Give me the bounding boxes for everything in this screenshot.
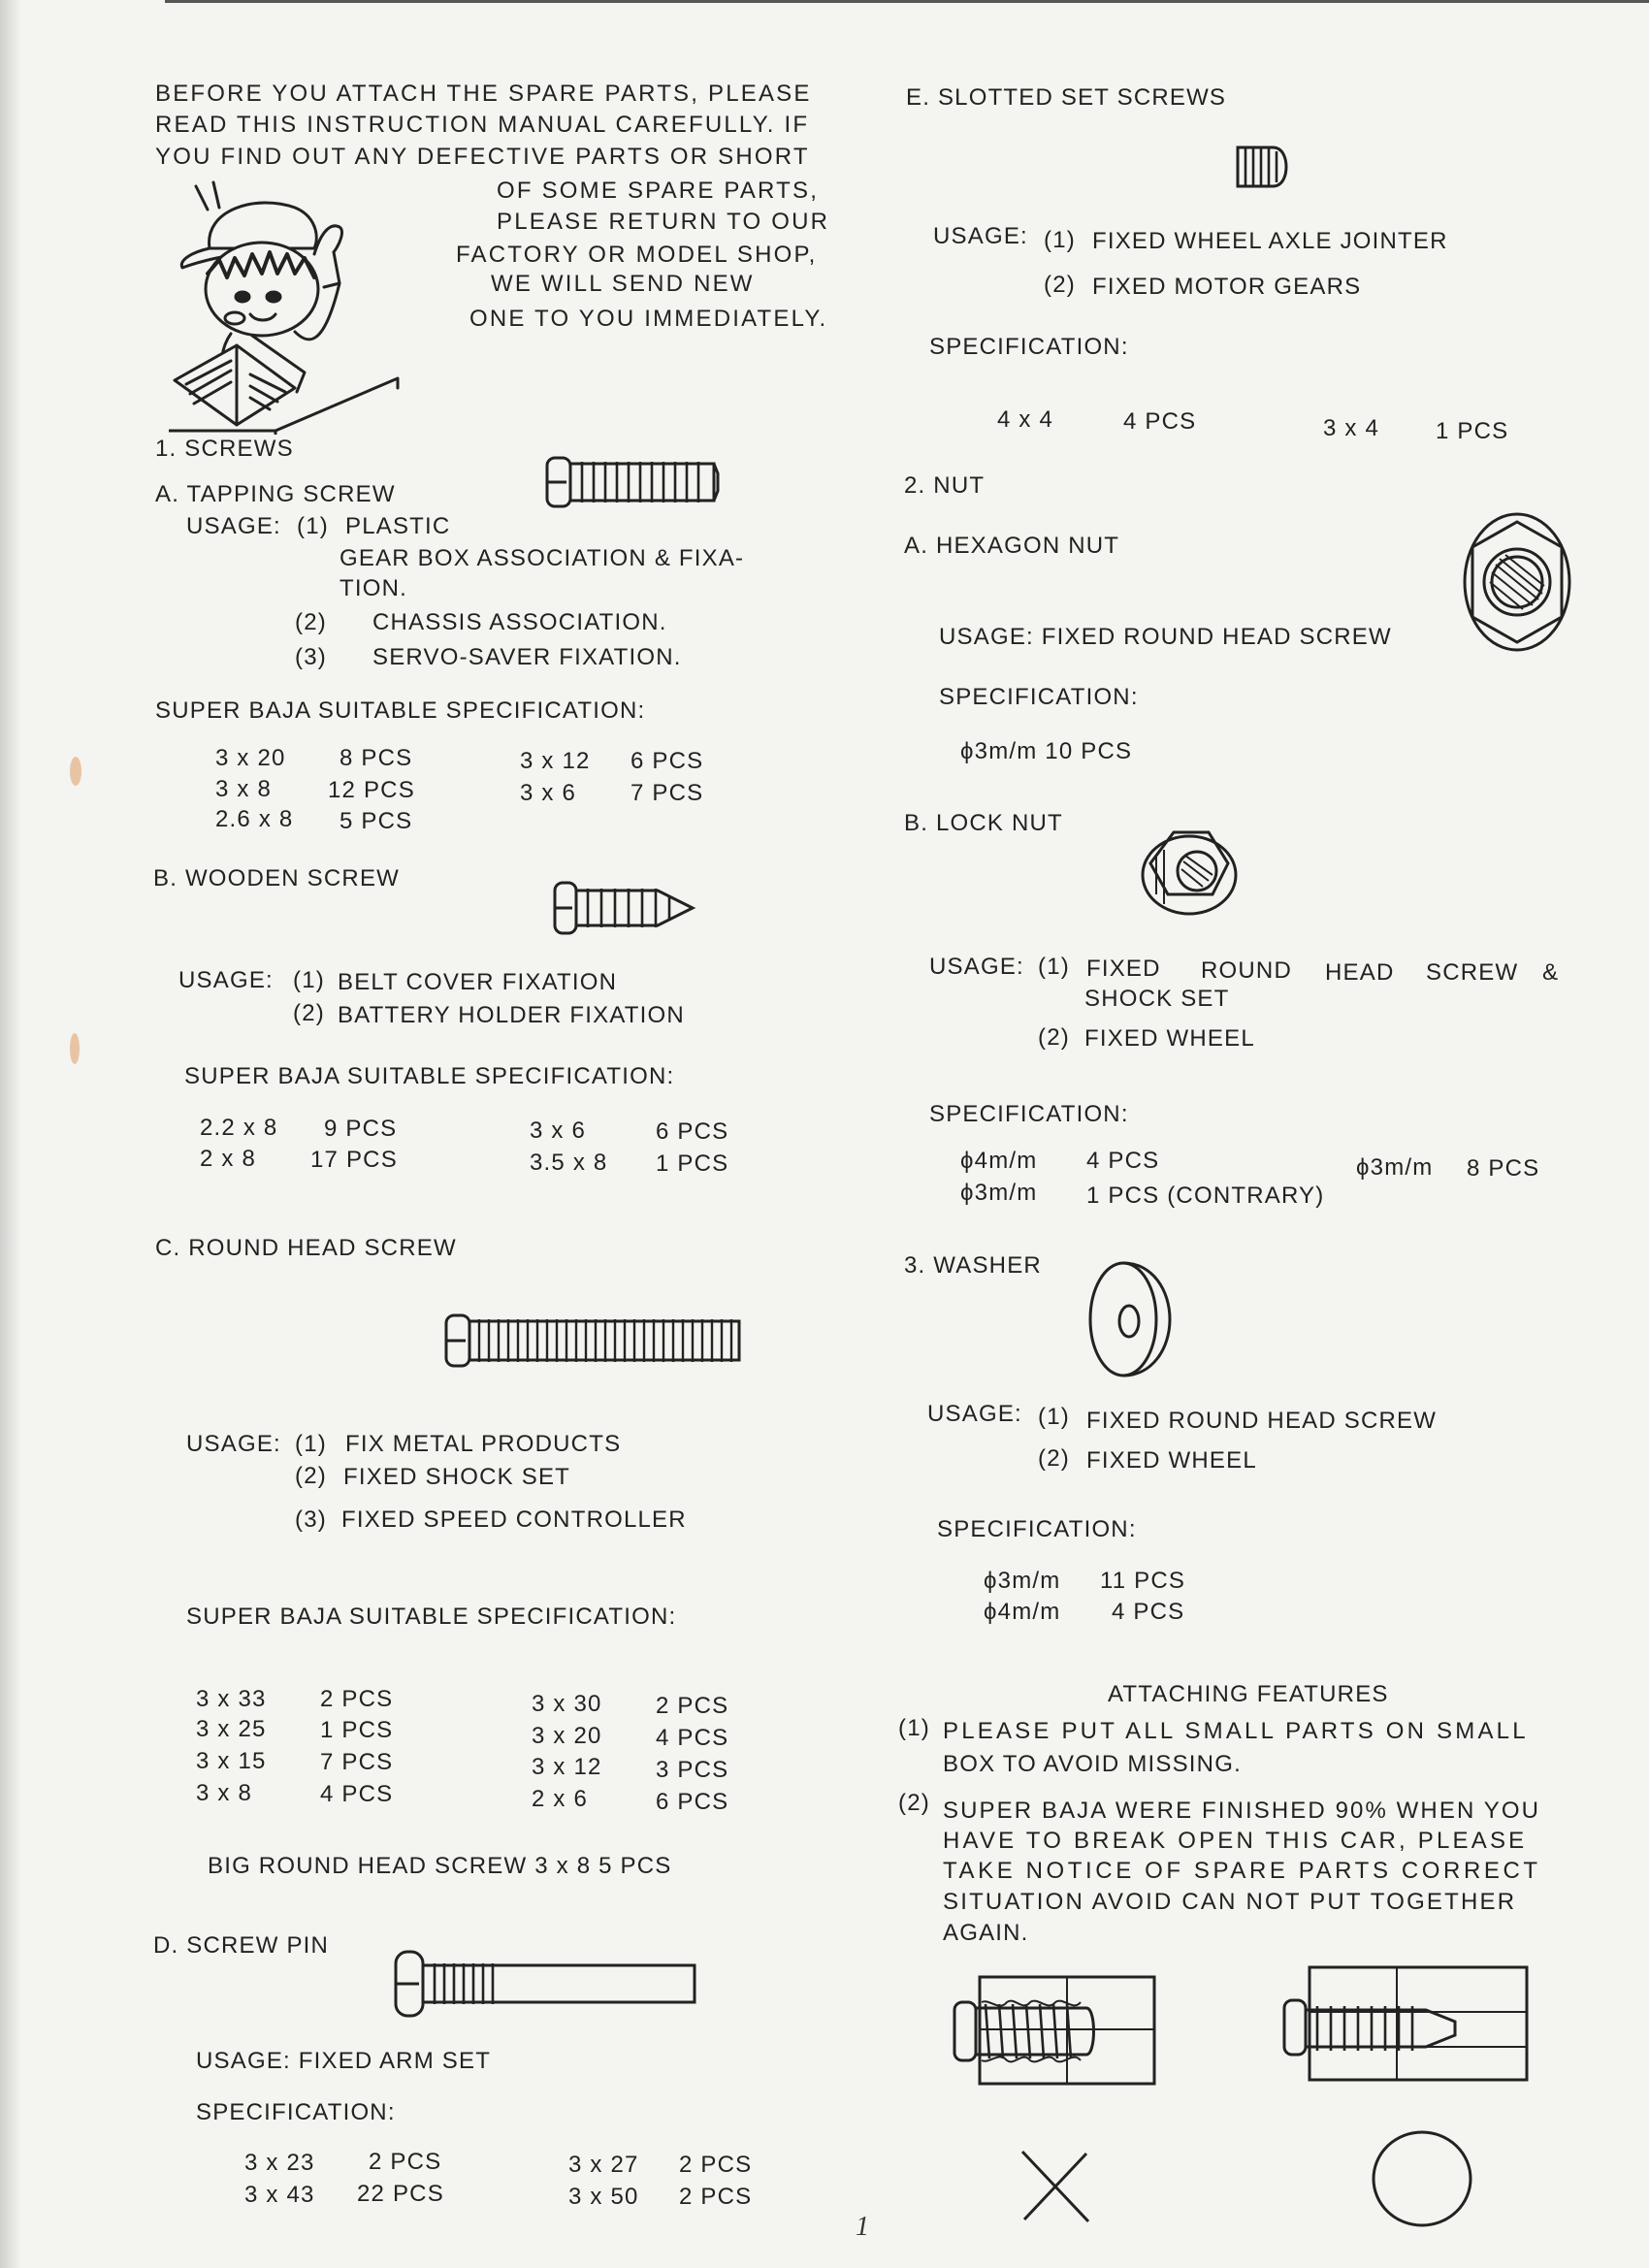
intro-line: WE WILL SEND NEW: [491, 271, 755, 297]
spec-qty: 1 PCS: [656, 1150, 729, 1177]
spec-size: 3 x 4: [1323, 415, 1380, 441]
spec-size: 3 x 12: [532, 1754, 602, 1780]
spec-qty: 2 PCS: [656, 1693, 729, 1719]
feature-number: (1): [898, 1715, 930, 1741]
tapping-screw-title: A. TAPPING SCREW: [155, 481, 396, 507]
set-screw-title: E. SLOTTED SET SCREWS: [906, 84, 1227, 111]
wooden-usage-label: USAGE:: [178, 967, 274, 993]
spec-qty: 17 PCS: [310, 1147, 398, 1173]
spec-size: 3 x 8: [196, 1780, 253, 1806]
round-head-screw-icon: [442, 1308, 745, 1374]
lock-nut-spec-title: SPECIFICATION:: [929, 1101, 1129, 1127]
section-heading-washer: 3. WASHER: [904, 1252, 1042, 1279]
tapping-usage-num: (2): [295, 609, 327, 635]
intro-line: FACTORY OR MODEL SHOP,: [456, 242, 818, 268]
screw-pin-usage: USAGE: FIXED ARM SET: [196, 2048, 492, 2074]
spec-qty: 1 PCS: [1436, 418, 1509, 444]
hexagon-nut-usage: USAGE: FIXED ROUND HEAD SCREW: [939, 624, 1392, 650]
spec-size: 3 x 25: [196, 1716, 267, 1742]
lock-nut-title: B. LOCK NUT: [904, 810, 1063, 836]
feature-text: BOX TO AVOID MISSING.: [943, 1751, 1242, 1777]
set-screw-spec-title: SPECIFICATION:: [929, 334, 1129, 360]
intro-line: PLEASE RETURN TO OUR: [497, 209, 830, 235]
lock-nut-usage-word: FIXED: [1086, 956, 1161, 982]
spec-qty: 6 PCS: [656, 1118, 729, 1145]
intro-line: YOU FIND OUT ANY DEFECTIVE PARTS OR SHORT: [155, 144, 810, 170]
spec-size: 3 x 43: [244, 2182, 315, 2208]
tapping-usage-item: CHASSIS ASSOCIATION.: [372, 609, 667, 635]
set-screw-usage-num: (2): [1044, 272, 1076, 298]
tapping-usage-item: TION.: [340, 575, 407, 601]
feature-text: SUPER BAJA WERE FINISHED 90% WHEN YOU: [943, 1798, 1541, 1824]
feature-text: TAKE NOTICE OF SPARE PARTS CORRECT: [943, 1858, 1541, 1884]
spec-qty: 6 PCS: [630, 748, 704, 774]
round-head-screw-title: C. ROUND HEAD SCREW: [155, 1235, 457, 1261]
spec-size: ϕ3m/m: [1356, 1154, 1434, 1181]
lock-nut-usage-item: SHOCK SET: [1084, 986, 1230, 1012]
wooden-usage-item: BELT COVER FIXATION: [338, 969, 618, 995]
spec-qty: 2 PCS: [369, 2149, 442, 2175]
feature-text: PLEASE PUT ALL SMALL PARTS ON SMALL: [943, 1718, 1529, 1744]
set-screw-usage-label: USAGE:: [933, 223, 1028, 249]
cross-mark-icon: [1018, 2148, 1092, 2225]
lock-nut-usage-item: FIXED WHEEL: [1084, 1025, 1255, 1052]
spec-qty: 6 PCS: [656, 1789, 729, 1815]
spec-size: ϕ3m/m: [984, 1568, 1061, 1594]
round-head-usage-item: FIXED SPEED CONTROLLER: [341, 1507, 687, 1533]
tapping-usage-num: (3): [295, 644, 327, 670]
hexagon-nut-spec-title: SPECIFICATION:: [939, 684, 1139, 710]
spec-size: 2 x 6: [532, 1786, 589, 1812]
spec-size: 3 x 20: [532, 1723, 602, 1749]
round-head-spec-title: SUPER BAJA SUITABLE SPECIFICATION:: [186, 1604, 677, 1630]
round-head-usage-num: (1): [295, 1431, 327, 1457]
spec-qty: 8 PCS: [340, 745, 413, 771]
spec-qty: 5 PCS: [340, 808, 413, 834]
spec-qty: 1 PCS (CONTRARY): [1086, 1183, 1325, 1209]
page-edge-shadow: [0, 0, 21, 2268]
tapping-spec-title: SUPER BAJA SUITABLE SPECIFICATION:: [155, 697, 646, 724]
lock-nut-usage-num: (2): [1038, 1024, 1070, 1051]
spec-qty: 2 PCS: [679, 2184, 753, 2210]
spec-size: ϕ3m/m: [960, 1180, 1038, 1206]
lock-nut-usage-word: &: [1542, 959, 1560, 986]
spec-qty: 4 PCS: [1112, 1599, 1185, 1625]
intro-line: ONE TO YOU IMMEDIATELY.: [469, 306, 828, 332]
wooden-screw-icon: [551, 879, 696, 939]
section-heading-nut: 2. NUT: [904, 472, 986, 499]
hexagon-nut-title: A. HEXAGON NUT: [904, 533, 1120, 559]
spec-qty: 7 PCS: [630, 780, 704, 806]
spec-size: 2.6 x 8: [215, 806, 294, 832]
section-heading-screws: 1. SCREWS: [155, 436, 294, 462]
round-head-usage-label: USAGE:: [186, 1431, 281, 1457]
spec-size: 3 x 6: [530, 1118, 587, 1144]
wooden-spec-title: SUPER BAJA SUITABLE SPECIFICATION:: [184, 1063, 675, 1089]
set-screw-usage-item: FIXED MOTOR GEARS: [1092, 274, 1362, 300]
spec-size: 3.5 x 8: [530, 1150, 608, 1176]
feature-text: AGAIN.: [943, 1920, 1029, 1946]
spec-size: 3 x 6: [520, 780, 577, 806]
spec-size: 2.2 x 8: [200, 1115, 278, 1141]
spec-size: 3 x 33: [196, 1686, 267, 1712]
set-screw-usage-num: (1): [1044, 227, 1076, 253]
wooden-screw-title: B. WOODEN SCREW: [153, 865, 401, 891]
spec-qty: 3 PCS: [656, 1757, 729, 1783]
intro-line: READ THIS INSTRUCTION MANUAL CAREFULLY. IF: [155, 112, 810, 138]
hexagon-nut-icon: [1461, 510, 1577, 654]
intro-line: OF SOME SPARE PARTS,: [497, 178, 820, 204]
spec-size: 3 x 27: [568, 2152, 639, 2178]
wooden-usage-num: (1): [293, 967, 325, 993]
set-screw-icon: [1234, 144, 1290, 190]
round-head-usage-item: FIX METAL PRODUCTS: [345, 1431, 622, 1457]
spec-qty: 22 PCS: [357, 2181, 444, 2207]
feature-text: SITUATION AVOID CAN NOT PUT TOGETHER: [943, 1889, 1517, 1915]
screw-pin-title: D. SCREW PIN: [153, 1932, 330, 1959]
spec-size: 3 x 12: [520, 748, 591, 774]
lock-nut-usage-label: USAGE:: [929, 954, 1024, 980]
lock-nut-usage-word: SCREW: [1426, 959, 1519, 986]
circle-mark-icon: [1368, 2126, 1476, 2231]
washer-spec-title: SPECIFICATION:: [937, 1516, 1137, 1542]
tapping-screw-icon: [543, 452, 720, 512]
round-head-usage-num: (2): [295, 1463, 327, 1489]
wooden-usage-num: (2): [293, 1000, 325, 1026]
spec-qty: 4 PCS: [656, 1725, 729, 1751]
washer-usage-label: USAGE:: [927, 1401, 1022, 1427]
spec-qty: 1 PCS: [320, 1717, 394, 1743]
intro-line: BEFORE YOU ATTACH THE SPARE PARTS, PLEASE: [155, 81, 812, 107]
spec-qty: 7 PCS: [320, 1749, 394, 1775]
correct-assembly-icon: [1280, 1963, 1533, 2084]
spec-size: 3 x 23: [244, 2150, 315, 2176]
lock-nut-usage-word: HEAD: [1325, 959, 1395, 986]
spec-size: 4 x 4: [997, 406, 1054, 433]
stain-mark: [70, 1033, 80, 1064]
spec-qty: 4 PCS: [1123, 408, 1197, 435]
feature-text: HAVE TO BREAK OPEN THIS CAR, PLEASE: [943, 1828, 1528, 1854]
feature-number: (2): [898, 1790, 930, 1816]
spec-qty: 4 PCS: [1086, 1148, 1160, 1174]
spec-size: ϕ4m/m: [984, 1599, 1061, 1625]
spec-size: 3 x 15: [196, 1748, 267, 1774]
round-head-usage-num: (3): [295, 1507, 327, 1533]
screw-pin-icon: [392, 1948, 698, 2020]
spec-size: 3 x 50: [568, 2184, 639, 2210]
hexagon-nut-spec: ϕ3m/m 10 PCS: [960, 738, 1133, 764]
spec-qty: 2 PCS: [679, 2152, 753, 2178]
washer-usage-num: (1): [1038, 1404, 1070, 1430]
tapping-usage-item: GEAR BOX ASSOCIATION & FIXA-: [340, 545, 745, 571]
tapping-usage-label: USAGE:: [186, 513, 281, 539]
spec-size: 3 x 8: [215, 776, 273, 802]
top-border-line: [165, 0, 1649, 3]
round-head-usage-item: FIXED SHOCK SET: [343, 1464, 571, 1490]
spec-qty: 12 PCS: [328, 777, 415, 803]
page-number: 1: [856, 2212, 869, 2242]
boy-reading-illustration: [169, 180, 402, 435]
spec-qty: 11 PCS: [1100, 1568, 1186, 1594]
spec-size: 3 x 20: [215, 745, 286, 771]
wooden-usage-item: BATTERY HOLDER FIXATION: [338, 1002, 685, 1028]
tapping-usage-item: PLASTIC: [345, 513, 451, 539]
spec-qty: 9 PCS: [324, 1116, 398, 1142]
tapping-usage-num: (1): [297, 513, 329, 539]
screw-pin-spec-title: SPECIFICATION:: [196, 2099, 396, 2125]
spec-size: ϕ4m/m: [960, 1148, 1038, 1174]
washer-usage-item: FIXED ROUND HEAD SCREW: [1086, 1408, 1438, 1434]
set-screw-usage-item: FIXED WHEEL AXLE JOINTER: [1092, 228, 1448, 254]
big-round-head-note: BIG ROUND HEAD SCREW 3 x 8 5 PCS: [208, 1853, 672, 1879]
stain-mark: [70, 757, 81, 786]
spec-size: 3 x 30: [532, 1691, 602, 1717]
lock-nut-usage-num: (1): [1038, 954, 1070, 980]
lock-nut-usage-word: ROUND: [1201, 957, 1292, 984]
washer-usage-item: FIXED WHEEL: [1086, 1447, 1257, 1474]
washer-icon: [1084, 1257, 1176, 1379]
washer-usage-num: (2): [1038, 1445, 1070, 1472]
spec-qty: 8 PCS: [1467, 1155, 1540, 1182]
spec-size: 2 x 8: [200, 1146, 257, 1172]
tapping-usage-item: SERVO-SAVER FIXATION.: [372, 644, 682, 670]
spec-qty: 2 PCS: [320, 1686, 394, 1712]
spec-qty: 4 PCS: [320, 1781, 394, 1807]
attaching-features-title: ATTACHING FEATURES: [1108, 1681, 1389, 1707]
lock-nut-icon: [1139, 826, 1242, 918]
wrong-assembly-icon: [951, 1973, 1180, 2088]
